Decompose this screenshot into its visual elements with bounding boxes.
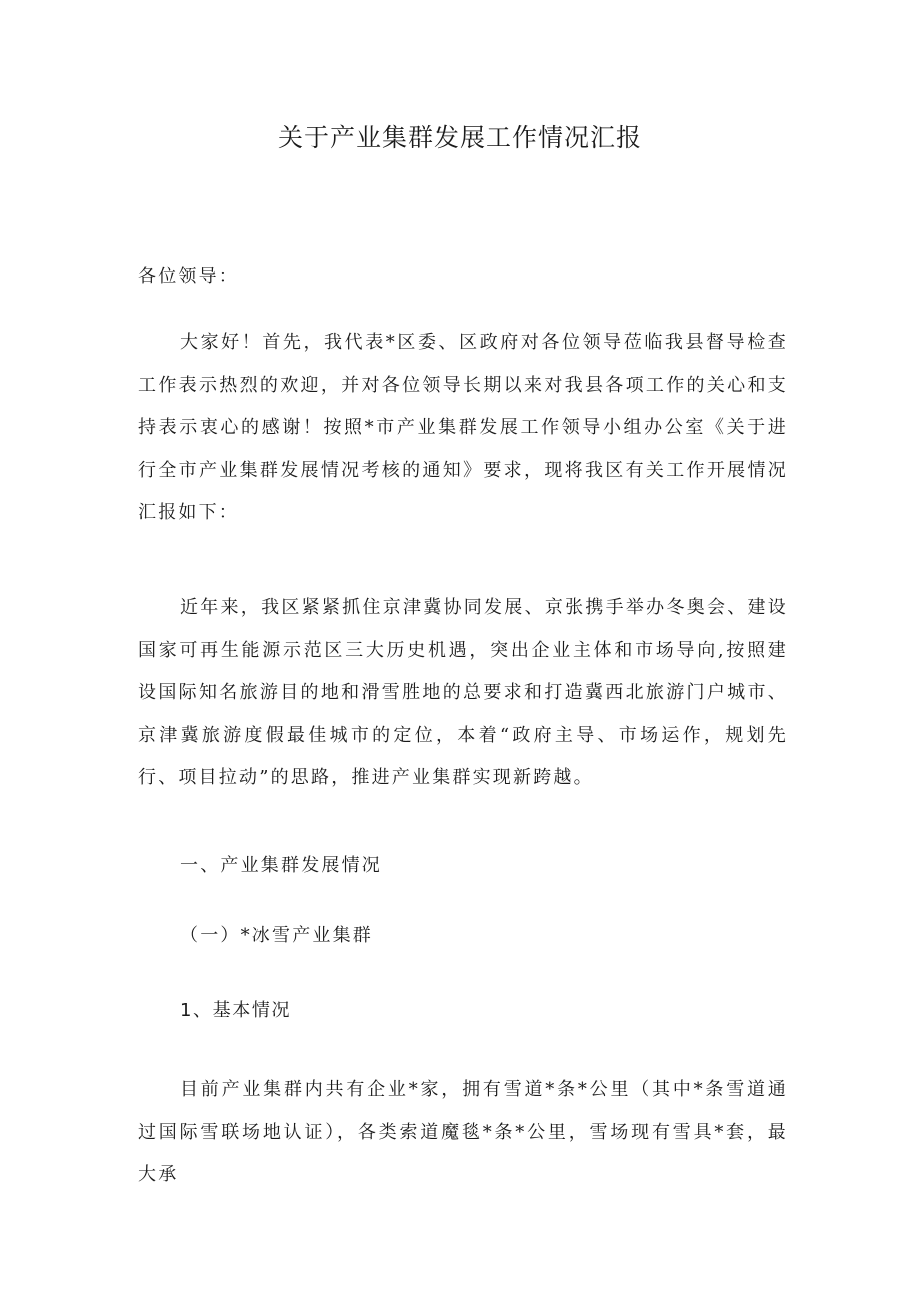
paragraph-background: 近年来，我区紧紧抓住京津冀协同发展、京张携手举办冬奥会、建设国家可再生能源示范区三大历史机遇，突出企业主体和市场导向,按照建设国际知名旅游目的地和滑雪胜地的总要求和打造冀西北旅游门户城市、京津冀旅游度假最佳城市的定位，本着“政府主导、市场运作，规划先行、项目拉动”的思路，推进产业集群实现新跨越。 <box>138 597 788 788</box>
document-title: 关于产业集群发展工作情况汇报 <box>277 123 642 152</box>
section-heading-1: 一、产业集群发展情况 <box>180 855 382 876</box>
salutation: 各位领导： <box>138 266 239 287</box>
paragraph-basic-situation: 目前产业集群内共有企业*家，拥有雪道*条*公里（其中*条雪道通过国际雪联场地认证），各类索道魔毯*条*公里，雪场现有雪具*套，最大承 <box>138 1079 788 1185</box>
paragraph-intro: 大家好！首先，我代表*区委、区政府对各位领导莅临我县督导检查工作表示热烈的欢迎，并对各位领导长期以来对我县各项工作的关心和支持表示衷心的感谢！按照*市产业集群发展工作领导小组办公室《关于进行全市产业集群发展情况考核的通知》要求，现将我区有关工作开展情况汇报如下： <box>138 332 788 523</box>
item-heading-basic-situation: 1、基本情况 <box>180 1000 292 1021</box>
subsection-heading-ice-snow: （一）*冰雪产业集群 <box>180 925 373 946</box>
